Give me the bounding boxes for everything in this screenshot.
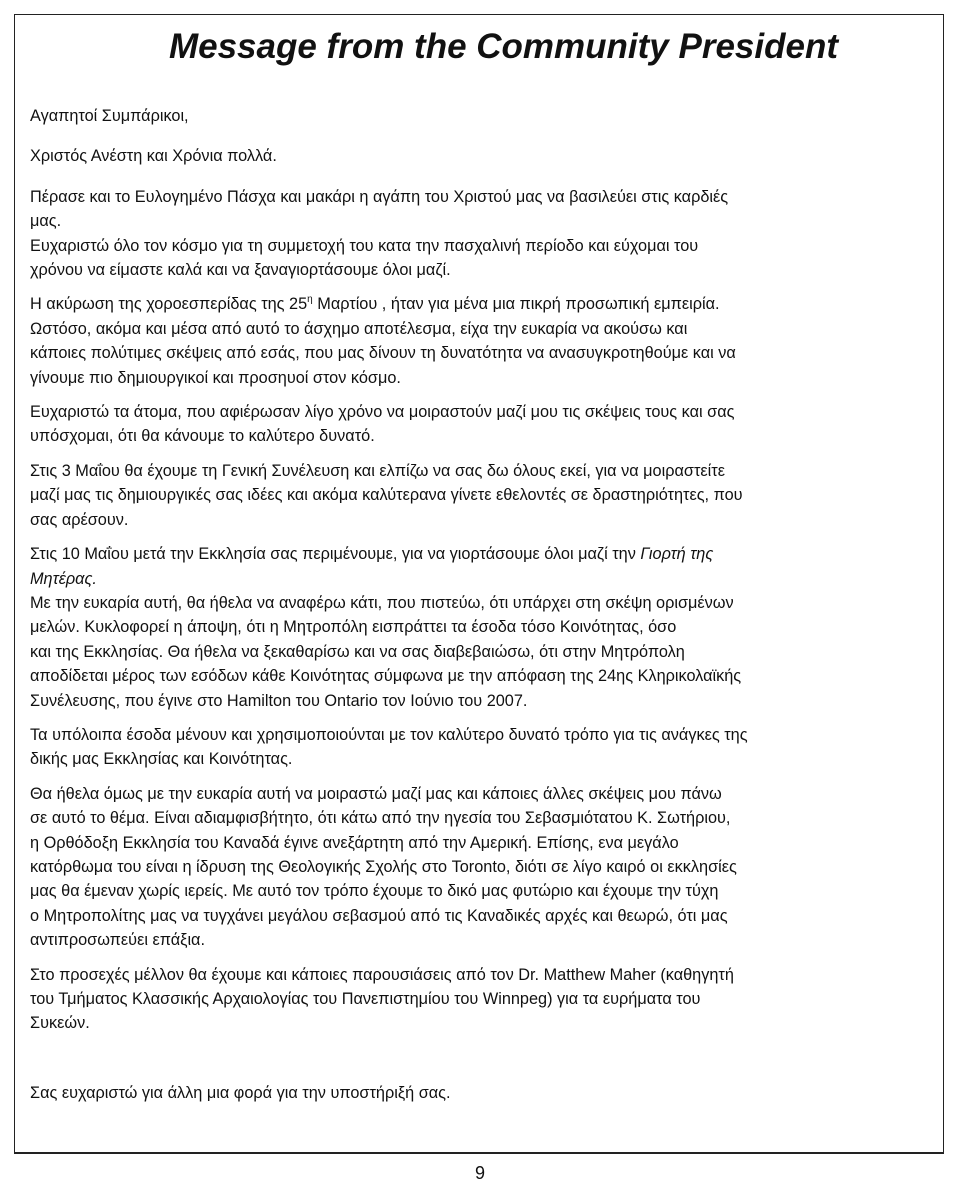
page-number: 9 — [474, 1163, 485, 1183]
text-line: υπόσχομαι, ότι θα κάνουμε το καλύτερο δυνατό. — [30, 427, 375, 446]
text-line: αντιπροσωπεύει επάξια. — [30, 931, 205, 950]
page-title: Message from the Community President — [168, 27, 838, 66]
closing: Σας ευχαριστώ για άλλη μια φορά για την υποστήριξή σας. — [30, 1083, 451, 1102]
text-line: σας αρέσουν. — [30, 510, 129, 529]
text-line: Στο προσεχές μέλλον θα έχουμε και κάποιες παρουσιάσεις από τον Dr. Matthew Maher (καθηγητή — [30, 965, 734, 984]
paragraph-mothers-day — [30, 542, 930, 713]
text-line: κατόρθωμα του είναι η ίδρυση της Θεολογικής Σχολής στο Toronto, διότι σε λίγο καιρό οι εκκλησίες — [30, 857, 737, 876]
text-line: και της Εκκλησίας. Θα ήθελα να ξεκαθαρίσω και να σας διαβεβαιώσω, ότι στην Μητρόπολη — [30, 642, 685, 661]
paragraph-general-meeting — [30, 459, 930, 532]
footer-divider — [14, 1152, 944, 1153]
text-line: Ευχαριστώ όλο τον κόσμο για τη συμμετοχή του κατα την πασχαλινή περίοδο και εύχομαι του — [30, 236, 699, 255]
paragraph-thanks — [30, 400, 930, 449]
paragraph-remaining-income — [30, 723, 930, 772]
text-line: μαζί μας τις δημιουργικές σας ιδέες και ακόμα καλύτερανα γίνετε εθελοντές σε δραστηριότητες, που — [30, 486, 743, 505]
greeting: Χριστός Ανέστη και Χρόνια πολλά. — [30, 147, 277, 166]
text-line: Συνέλευσης, που έγινε στο Hamilton του Ontario τον Ιούνιο του 2007. — [30, 691, 528, 710]
salutation: Αγαπητοί Συμπάρικοι, — [30, 107, 189, 125]
text-line: μελών. Κυκλοφορεί η άποψη, ότι η Μητροπόλη εισπράττει τα έσοδα τόσο Κοινότητας, όσο — [30, 618, 677, 637]
text-line: γίνουμε πιο δημιουργικοί και προσηυοί στον κόσμο. — [30, 368, 401, 387]
text-line: Ωστόσο, ακόμα και μέσα από αυτό το άσχημο αποτέλεσμα, είχα την ευκαρία να ακούσω και — [30, 319, 688, 338]
text-line: Η ακύρωση της χοροεσπερίδας της $25^\eta$ Μαρτίου , ήταν για μένα μια πικρή προσωπική εμπειρία. — [30, 294, 720, 314]
paragraph-church-canada — [30, 782, 930, 953]
text-line: σε αυτό το θέμα. Είναι αδιαμφισβήτητο, ότι κάτω από την ηγεσία του Σεβασμιότατου Κ. Σωτήριου, — [30, 809, 731, 828]
text-line: δικής μας Εκκλησίας και Κοινότητας. — [30, 750, 293, 769]
text-line: ο Μητροπολίτης μας να τυγχάνει μεγάλου σεβασμού από τις Καναδικές αρχές και θεωρώ, ότι μας — [30, 906, 728, 925]
text-line: του Τμήματος Κλασσικής Αρχαιολογίας του Πανεπιστημίου του Winnpeg) για τα ευρήματα του — [30, 990, 701, 1008]
text-line: Συκεών. — [30, 1014, 90, 1033]
text-line: αποδίδεται μέρος των εσόδων κάθε Κοινότητας σύμφωνα με την απόφαση της 24ης Κληρικολαϊκής — [30, 667, 742, 686]
ordinal-superscript: η — [307, 294, 313, 306]
paragraph-dance-cancellation — [30, 292, 930, 390]
text-line: Τα υπόλοιπα έσοδα μένουν και χρησιμοποιούνται με τον καλύτερο δυνατό τρόπο για τις ανάγκες της — [30, 725, 748, 744]
text-line: κάποιες πολύτιμες σκέψεις από εσάς, που μας δίνουν τη δυνατότητα να ανασυγκροτηθούμε και να — [30, 344, 736, 363]
text-line: Με την ευκαρία αυτή, θα ήθελα να αναφέρω κάτι, που πιστεύω, ότι υπάρχει στη σκέψη ορισμένων — [30, 593, 734, 612]
text-line: χρόνου να είμαστε καλά και να ξαναγιορτάσουμε όλοι μαζί. — [30, 261, 451, 280]
text-line: Στις 3 Μαΐου θα έχουμε τη Γενική Συνέλευση και ελπίζω να σας δω όλους εκεί, για να μοιραστείτε — [30, 461, 725, 480]
text-line: Πέρασε και το Ευλογημένο Πάσχα και μακάρι η αγάπη του Χριστού μας να βασιλεύει στις καρδιές — [30, 187, 729, 206]
text-line: Μητέρας. — [30, 569, 97, 588]
paragraph-easter — [30, 185, 930, 283]
text-line: η Ορθόδοξη Εκκλησία του Καναδά έγινε ανεξάρτητη από την Αμερική. Επίσης, ενα μεγάλο — [30, 833, 679, 852]
text-line: Στις 10 Μαΐου μετά την Εκκλησία σας περιμένουμε, για να γιορτάσουμε όλοι μαζί την Γιορτή της — [30, 545, 714, 564]
paragraph-presentations — [30, 963, 930, 1036]
text-line: μας θα έμεναν χωρίς ιερείς. Με αυτό τον τρόπο έχουμε το δικό μας φυτώριο και έχουμε την τύχη — [30, 882, 719, 901]
text-line: Θα ήθελα όμως με την ευκαρία αυτή να μοιραστώ μαζί μας και κάποιες άλλες σκέψεις μου πάνω — [30, 784, 722, 803]
text-line: μας. — [30, 212, 62, 231]
text-line: Ευχαριστώ τα άτομα, που αφιέρωσαν λίγο χρόνο να μοιραστούν μαζί μου τις σκέψεις τους και σας — [30, 403, 735, 422]
event-name: Γιορτή της — [640, 545, 714, 564]
letter-body — [30, 104, 930, 1105]
